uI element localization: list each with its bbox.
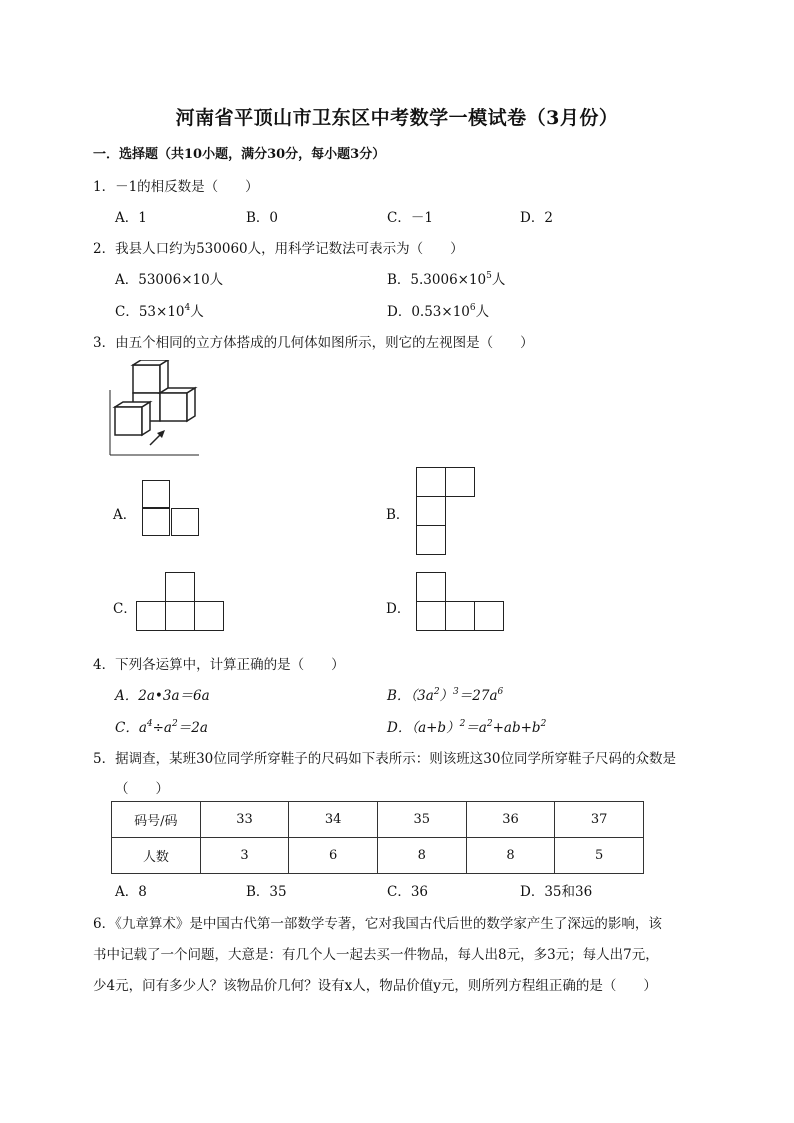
question-5-stem-continued: （ ） [115, 781, 169, 797]
q1-option-b: B．0 [246, 210, 279, 226]
q4-c-exp2: 2 [172, 719, 178, 729]
table-cell: 人数 [112, 838, 201, 874]
q2-option-b [387, 268, 505, 288]
section-heading: 一．选择题（共10小题，满分30分，每小题3分） [93, 147, 386, 162]
table-cell: 8 [466, 838, 555, 874]
q2-option-d [387, 300, 489, 320]
q3-option-a-label: A． [113, 507, 137, 523]
question-3-stem: 3．由五个相同的立方体搭成的几何体如图所示，则它的左视图是（ ） [93, 335, 534, 351]
q3-option-b-label: B． [386, 507, 410, 523]
q4-option-a: A．2a•3a＝6a [115, 688, 210, 704]
q4-d-part3: +ab+b [492, 720, 541, 736]
q4-b-part2: ） [439, 688, 454, 704]
table-row [112, 838, 644, 874]
q2-option-c-base: C．53×10 [115, 304, 185, 320]
q4-d-exp1: 2 [459, 719, 466, 729]
q1-option-d: D．2 [520, 210, 553, 226]
q4-c-exp1: 4 [146, 719, 153, 729]
page-title: 河南省平顶山市卫东区中考数学一模试卷（3月份） [175, 107, 619, 129]
table-cell: 6 [289, 838, 378, 874]
q4-b-part1: B．（3a [387, 688, 434, 704]
q4-d-exp2: 2 [486, 719, 493, 729]
table-cell: 3 [200, 838, 289, 874]
q4-option-d [387, 716, 546, 736]
table-cell: 37 [555, 802, 644, 838]
q4-c-part3: ＝2a [177, 720, 208, 736]
q2-option-d-unit: 人 [475, 304, 490, 320]
q2-option-b-unit: 人 [491, 272, 506, 288]
q4-d-part1: D．（a+b） [387, 720, 460, 736]
cube-stack-figure [105, 360, 205, 458]
question-1-stem: 1．－1的相反数是（ ） [93, 179, 259, 195]
q2-option-b-base: B．5.3006×10 [387, 272, 487, 288]
q5-option-d: D．35和36 [520, 884, 593, 900]
question-2-stem: 2．我县人口约为530060人，用科学记数法可表示为（ ） [93, 241, 464, 257]
q4-c-part1: C．a [115, 720, 147, 736]
q1-option-a: A．1 [115, 210, 147, 226]
question-6-line-2: 书中记载了一个问题，大意是：有几个人一起去买一件物品，每人出8元，多3元；每人出7元， [93, 947, 659, 963]
question-4-stem: 4．下列各运算中，计算正确的是（ ） [93, 657, 345, 673]
q2-option-d-exponent: 6 [469, 303, 476, 313]
q5-option-c: C．36 [387, 884, 429, 900]
question-6-line-1: 6．《九章算术》是中国古代第一部数学专著，它对我国古代后世的数学家产生了深远的影响，该 [93, 916, 662, 932]
table-cell: 36 [466, 802, 555, 838]
table-cell: 5 [555, 838, 644, 874]
q2-option-b-exponent: 5 [486, 271, 492, 281]
q4-b-exp3: 6 [497, 687, 504, 697]
q2-option-d-base: D．0.53×10 [387, 304, 470, 320]
table-cell: 35 [377, 802, 466, 838]
q1-option-c: C．－1 [387, 210, 433, 226]
q5-option-b: B．35 [246, 884, 287, 900]
question-6-line-3: 少4元，问有多少人？该物品价几何？设有x人，物品价值y元，则所列方程组正确的是（ ） [93, 978, 657, 994]
table-cell: 34 [289, 802, 378, 838]
q4-b-exp1: 2 [433, 687, 440, 697]
q4-b-exp2: 3 [453, 687, 459, 697]
table-cell: 33 [200, 802, 289, 838]
table-row [112, 802, 644, 838]
q2-option-c-unit: 人 [190, 304, 204, 320]
question-5-stem: 5．据调查，某班30位同学所穿鞋子的尺码如下表所示：则该班这30位同学所穿鞋子尺码的众数是 [93, 751, 676, 767]
q3-option-c-label: C． [113, 601, 137, 617]
q3-option-d-label: D． [386, 601, 411, 617]
q4-b-part3: ＝27a [458, 688, 498, 704]
q4-d-part2: ＝a [465, 720, 487, 736]
q2-option-c [115, 300, 204, 320]
q4-c-part2: ÷a [152, 720, 172, 736]
q4-d-exp3: 2 [540, 719, 547, 729]
table-cell: 8 [377, 838, 466, 874]
table-cell: 码号/码 [112, 802, 201, 838]
q4-option-b [387, 684, 503, 704]
q2-option-a: A．53006×10人 [115, 272, 224, 288]
q4-option-c [115, 716, 208, 736]
q5-option-a: A．8 [115, 884, 147, 900]
q2-option-c-exponent: 4 [184, 303, 191, 313]
shoe-size-table [111, 801, 644, 874]
